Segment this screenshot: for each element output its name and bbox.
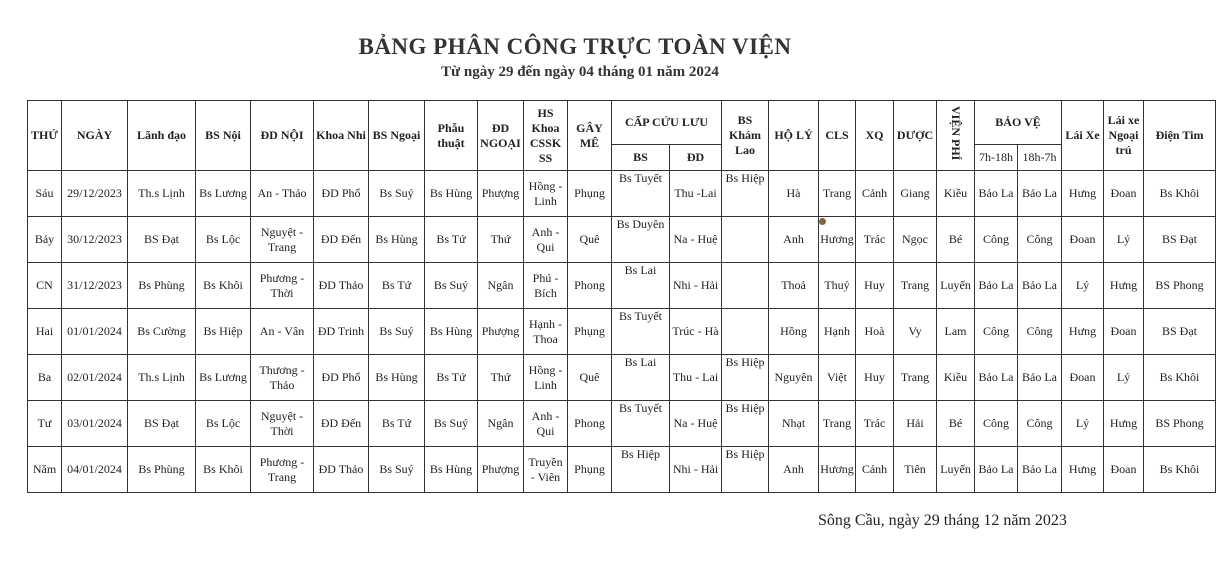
header-row-1: [28, 101, 1216, 145]
cell-bs-noi: Bs Lương: [196, 355, 251, 401]
cell-hs-khoa-cssk: Hạnh - Thoa: [524, 309, 568, 355]
col-header-khoa-nhi: Khoa Nhi: [314, 101, 369, 171]
cell-xq: Trác: [856, 217, 894, 263]
col-header-bao-ve: BẢO VỆ: [975, 101, 1062, 145]
cell-cc-dd: Na - Huệ: [670, 401, 722, 447]
cell-ho-ly: Anh: [769, 217, 819, 263]
col-header-xq: XQ: [856, 101, 894, 171]
cell-ho-ly: Nguyên: [769, 355, 819, 401]
cell-ngay: 30/12/2023: [62, 217, 128, 263]
cell-xq: Huy: [856, 355, 894, 401]
cell-bao-ve-day: Bảo La: [975, 171, 1018, 217]
cell-ngay: 31/12/2023: [62, 263, 128, 309]
cell-lai-xe-ngoai-tru: Đoan: [1104, 171, 1144, 217]
cell-thu: CN: [28, 263, 62, 309]
cell-hs-khoa-cssk: Truyền - Viên: [524, 447, 568, 493]
cell-dd-ngoai: Phượng: [478, 447, 524, 493]
cell-cc-dd: Nhi - Hải: [670, 263, 722, 309]
cell-vien-phi: Luyến: [937, 263, 975, 309]
col-header-lai-xe: Lái Xe: [1062, 101, 1104, 171]
cell-bs-ngoai: Bs Suý: [369, 309, 425, 355]
cell-gay-me: Phong: [568, 263, 612, 309]
table-row: [28, 355, 1216, 401]
cell-cls: Hạnh: [819, 309, 856, 355]
cell-gay-me: Phong: [568, 401, 612, 447]
cell-hs-khoa-cssk: Anh - Qui: [524, 217, 568, 263]
cell-xq: Huy: [856, 263, 894, 309]
cell-vien-phi: Kiều: [937, 171, 975, 217]
cell-cc-bs: Bs Tuyết: [612, 309, 670, 355]
table-row: [28, 309, 1216, 355]
cell-lanh-dao: BS Đạt: [128, 401, 196, 447]
col-header-ho-ly: HỘ LÝ: [769, 101, 819, 171]
col-header-cc-bs: BS: [612, 145, 670, 171]
cell-lai-xe-ngoai-tru: Lý: [1104, 355, 1144, 401]
cell-cc-dd: Thu - Lai: [670, 355, 722, 401]
cell-lanh-dao: Th.s Lịnh: [128, 171, 196, 217]
cell-ho-ly: Hà: [769, 171, 819, 217]
cell-xq: Cảnh: [856, 171, 894, 217]
cell-ngay: 02/01/2024: [62, 355, 128, 401]
ink-dot: [819, 218, 826, 225]
cell-bs-ngoai: Bs Tứ: [369, 401, 425, 447]
cell-gay-me: Phụng: [568, 309, 612, 355]
cell-vien-phi: Luyến: [937, 447, 975, 493]
cell-lai-xe: Đoan: [1062, 355, 1104, 401]
col-header-lai-xe-ngoai-tru: Lái xe Ngoại trú: [1104, 101, 1144, 171]
cell-duoc: Ngọc: [894, 217, 937, 263]
cell-ngay: 04/01/2024: [62, 447, 128, 493]
cell-bao-ve-night: Công: [1018, 217, 1062, 263]
col-header-phau-thuat: Phẫu thuật: [425, 101, 478, 171]
col-header-bv-night: 18h-7h: [1018, 145, 1062, 171]
cell-vien-phi: Kiều: [937, 355, 975, 401]
cell-dd-noi: An - Vân: [251, 309, 314, 355]
cell-cls: Trang: [819, 401, 856, 447]
cell-hs-khoa-cssk: Hồng - Linh: [524, 355, 568, 401]
cell-khoa-nhi: ĐD Phố: [314, 171, 369, 217]
cell-dd-ngoai: Thứ: [478, 217, 524, 263]
cell-bs-ngoai: Bs Suý: [369, 447, 425, 493]
cell-lai-xe-ngoai-tru: Đoan: [1104, 309, 1144, 355]
cell-kham-lao: [722, 263, 769, 309]
cell-khoa-nhi: ĐD Phố: [314, 355, 369, 401]
cell-khoa-nhi: ĐD Đến: [314, 217, 369, 263]
cell-phau-thuat: Bs Hùng: [425, 309, 478, 355]
document-subtitle: Từ ngày 29 đến ngày 04 tháng 01 năm 2024: [441, 64, 719, 80]
col-header-bs-noi: BS Nội: [196, 101, 251, 171]
cell-khoa-nhi: ĐD Trinh: [314, 309, 369, 355]
cell-khoa-nhi: ĐD Thảo: [314, 447, 369, 493]
cell-cc-dd: Na - Huệ: [670, 217, 722, 263]
cell-khoa-nhi: ĐD Thảo: [314, 263, 369, 309]
cell-dd-ngoai: Phượng: [478, 309, 524, 355]
cell-bao-ve-day: Bảo La: [975, 447, 1018, 493]
cell-bs-noi: Bs Lộc: [196, 401, 251, 447]
cell-dien-tim: Bs Khôi: [1144, 447, 1216, 493]
document-title: BẢNG PHÂN CÔNG TRỰC TOÀN VIỆN: [358, 34, 792, 59]
cell-thu: Sáu: [28, 171, 62, 217]
cell-duoc: Hải: [894, 401, 937, 447]
cell-duoc: Giang: [894, 171, 937, 217]
cell-cls: Thuý: [819, 263, 856, 309]
table-row: [28, 401, 1216, 447]
cell-gay-me: Phụng: [568, 171, 612, 217]
cell-lai-xe-ngoai-tru: Hưng: [1104, 401, 1144, 447]
cell-bao-ve-day: Công: [975, 401, 1018, 447]
cell-bao-ve-day: Công: [975, 217, 1018, 263]
cell-phau-thuat: Bs Tứ: [425, 217, 478, 263]
cell-thu: Tư: [28, 401, 62, 447]
cell-hs-khoa-cssk: Anh - Qui: [524, 401, 568, 447]
cell-lanh-dao: BS Đạt: [128, 217, 196, 263]
cell-duoc: Trang: [894, 263, 937, 309]
cell-bao-ve-night: Bảo La: [1018, 447, 1062, 493]
cell-cc-dd: Trúc - Hà: [670, 309, 722, 355]
cell-vien-phi: Bé: [937, 217, 975, 263]
cell-bao-ve-night: Công: [1018, 309, 1062, 355]
cell-cls: Việt: [819, 355, 856, 401]
cell-dd-ngoai: Ngân: [478, 263, 524, 309]
cell-bs-noi: Bs Lương: [196, 171, 251, 217]
cell-thu: Hai: [28, 309, 62, 355]
col-header-lanh-dao: Lãnh đạo: [128, 101, 196, 171]
cell-ho-ly: Thoả: [769, 263, 819, 309]
cell-bs-noi: Bs Khôi: [196, 447, 251, 493]
col-header-bv-day: 7h-18h: [975, 145, 1018, 171]
cell-cc-bs: Bs Tuyết: [612, 171, 670, 217]
cell-gay-me: Quê: [568, 355, 612, 401]
cell-phau-thuat: Bs Hùng: [425, 447, 478, 493]
cell-ho-ly: Hồng: [769, 309, 819, 355]
cell-cc-dd: Nhi - Hải: [670, 447, 722, 493]
cell-xq: Hoà: [856, 309, 894, 355]
col-header-vien-phi: [937, 101, 975, 171]
col-header-bs-kham-lao: BS Khám Lao: [722, 101, 769, 171]
cell-dien-tim: Bs Khôi: [1144, 355, 1216, 401]
cell-dd-noi: An - Thảo: [251, 171, 314, 217]
cell-bs-noi: Bs Hiệp: [196, 309, 251, 355]
cell-lai-xe: Hưng: [1062, 309, 1104, 355]
cell-phau-thuat: Bs Suý: [425, 401, 478, 447]
cell-lanh-dao: Th.s Lịnh: [128, 355, 196, 401]
cell-bao-ve-night: Bảo La: [1018, 171, 1062, 217]
cell-cls: Hương: [819, 217, 856, 263]
cell-lai-xe: Lý: [1062, 263, 1104, 309]
cell-phau-thuat: Bs Suý: [425, 263, 478, 309]
cell-thu: Bảy: [28, 217, 62, 263]
table-row: [28, 217, 1216, 263]
cell-bao-ve-day: Bảo La: [975, 263, 1018, 309]
cell-gay-me: Phụng: [568, 447, 612, 493]
cell-bao-ve-night: Bảo La: [1018, 263, 1062, 309]
cell-bao-ve-day: Bảo La: [975, 355, 1018, 401]
cell-vien-phi: Lam: [937, 309, 975, 355]
col-header-dd-noi: ĐD NỘI: [251, 101, 314, 171]
col-header-cls: CLS: [819, 101, 856, 171]
cell-dien-tim: BS Đạt: [1144, 217, 1216, 263]
cell-bs-ngoai: Bs Suý: [369, 171, 425, 217]
col-header-bs-ngoai: BS Ngoại: [369, 101, 425, 171]
table-row: [28, 263, 1216, 309]
cell-dien-tim: BS Phong: [1144, 263, 1216, 309]
cell-cc-bs: Bs Lai: [612, 263, 670, 309]
vien-phi-label: VIỆN PHÍ: [949, 106, 964, 161]
cell-dien-tim: BS Phong: [1144, 401, 1216, 447]
cell-ho-ly: Nhạt: [769, 401, 819, 447]
cell-bs-noi: Bs Khôi: [196, 263, 251, 309]
cell-cls: Trang: [819, 171, 856, 217]
cell-ho-ly: Anh: [769, 447, 819, 493]
cell-kham-lao: [722, 309, 769, 355]
cell-lanh-dao: Bs Phùng: [128, 263, 196, 309]
col-header-cc-dd: ĐD: [670, 145, 722, 171]
cell-gay-me: Quê: [568, 217, 612, 263]
cell-ngay: 01/01/2024: [62, 309, 128, 355]
cell-kham-lao: [722, 217, 769, 263]
cell-duoc: Trang: [894, 355, 937, 401]
cell-dd-noi: Thương - Thảo: [251, 355, 314, 401]
cell-lai-xe: Hưng: [1062, 447, 1104, 493]
cell-ngay: 03/01/2024: [62, 401, 128, 447]
cell-thu: Năm: [28, 447, 62, 493]
cell-dd-ngoai: Thứ: [478, 355, 524, 401]
cell-xq: Trác: [856, 401, 894, 447]
cell-bao-ve-night: Bảo La: [1018, 355, 1062, 401]
cell-vien-phi: Bé: [937, 401, 975, 447]
cell-bao-ve-day: Công: [975, 309, 1018, 355]
cell-ngay: 29/12/2023: [62, 171, 128, 217]
cell-dien-tim: Bs Khôi: [1144, 171, 1216, 217]
col-header-dien-tim: Điện Tim: [1144, 101, 1216, 171]
cell-bs-noi: Bs Lộc: [196, 217, 251, 263]
duty-roster-table: [27, 100, 1216, 493]
cell-kham-lao: Bs Hiệp: [722, 355, 769, 401]
cell-thu: Ba: [28, 355, 62, 401]
cell-dd-noi: Nguyệt - Trang: [251, 217, 314, 263]
cell-lai-xe: Đoan: [1062, 217, 1104, 263]
cell-duoc: Tiên: [894, 447, 937, 493]
cell-kham-lao: Bs Hiệp: [722, 401, 769, 447]
cell-dd-noi: Phương - Thời: [251, 263, 314, 309]
cell-dd-noi: Nguyệt - Thời: [251, 401, 314, 447]
table-row: [28, 447, 1216, 493]
cell-phau-thuat: Bs Tứ: [425, 355, 478, 401]
col-header-dd-ngoai: ĐD NGOẠI: [478, 101, 524, 171]
cell-kham-lao: Bs Hiệp: [722, 447, 769, 493]
cell-dd-noi: Phương - Trang: [251, 447, 314, 493]
cell-lai-xe: Hưng: [1062, 171, 1104, 217]
signature-date-line: Sông Cầu, ngày 29 tháng 12 năm 2023: [818, 512, 1067, 529]
cell-kham-lao: Bs Hiệp: [722, 171, 769, 217]
table-row: [28, 171, 1216, 217]
cell-lai-xe-ngoai-tru: Lý: [1104, 217, 1144, 263]
col-header-thu: THỨ: [28, 101, 62, 171]
col-header-cap-cuu-luu: CẤP CỨU LƯU: [612, 101, 722, 145]
cell-cc-bs: Bs Lai: [612, 355, 670, 401]
cell-duoc: Vy: [894, 309, 937, 355]
cell-dien-tim: BS Đạt: [1144, 309, 1216, 355]
cell-lai-xe: Lý: [1062, 401, 1104, 447]
cell-cc-bs: Bs Hiệp: [612, 447, 670, 493]
cell-lai-xe-ngoai-tru: Đoan: [1104, 447, 1144, 493]
cell-lai-xe-ngoai-tru: Hưng: [1104, 263, 1144, 309]
cell-dd-ngoai: Phượng: [478, 171, 524, 217]
cell-lanh-dao: Bs Phùng: [128, 447, 196, 493]
cell-khoa-nhi: ĐD Đến: [314, 401, 369, 447]
col-header-duoc: DƯỢC: [894, 101, 937, 171]
cell-bs-ngoai: Bs Tứ: [369, 263, 425, 309]
col-header-gay-me: GÂY MÊ: [568, 101, 612, 171]
cell-cls: Hương: [819, 447, 856, 493]
cell-hs-khoa-cssk: Phú - Bích: [524, 263, 568, 309]
cell-bs-ngoai: Bs Hùng: [369, 355, 425, 401]
cell-bao-ve-night: Công: [1018, 401, 1062, 447]
cell-xq: Cảnh: [856, 447, 894, 493]
cell-bs-ngoai: Bs Hùng: [369, 217, 425, 263]
cell-cc-dd: Thu -Lai: [670, 171, 722, 217]
cell-cc-bs: Bs Duyên: [612, 217, 670, 263]
roster-body: [28, 171, 1216, 493]
cell-hs-khoa-cssk: Hồng - Linh: [524, 171, 568, 217]
col-header-ngay: NGÀY: [62, 101, 128, 171]
col-header-hs-khoa-cssk: HS Khoa CSSK SS: [524, 101, 568, 171]
cell-lanh-dao: Bs Cường: [128, 309, 196, 355]
cell-cc-bs: Bs Tuyết: [612, 401, 670, 447]
cell-dd-ngoai: Ngân: [478, 401, 524, 447]
cell-phau-thuat: Bs Hùng: [425, 171, 478, 217]
